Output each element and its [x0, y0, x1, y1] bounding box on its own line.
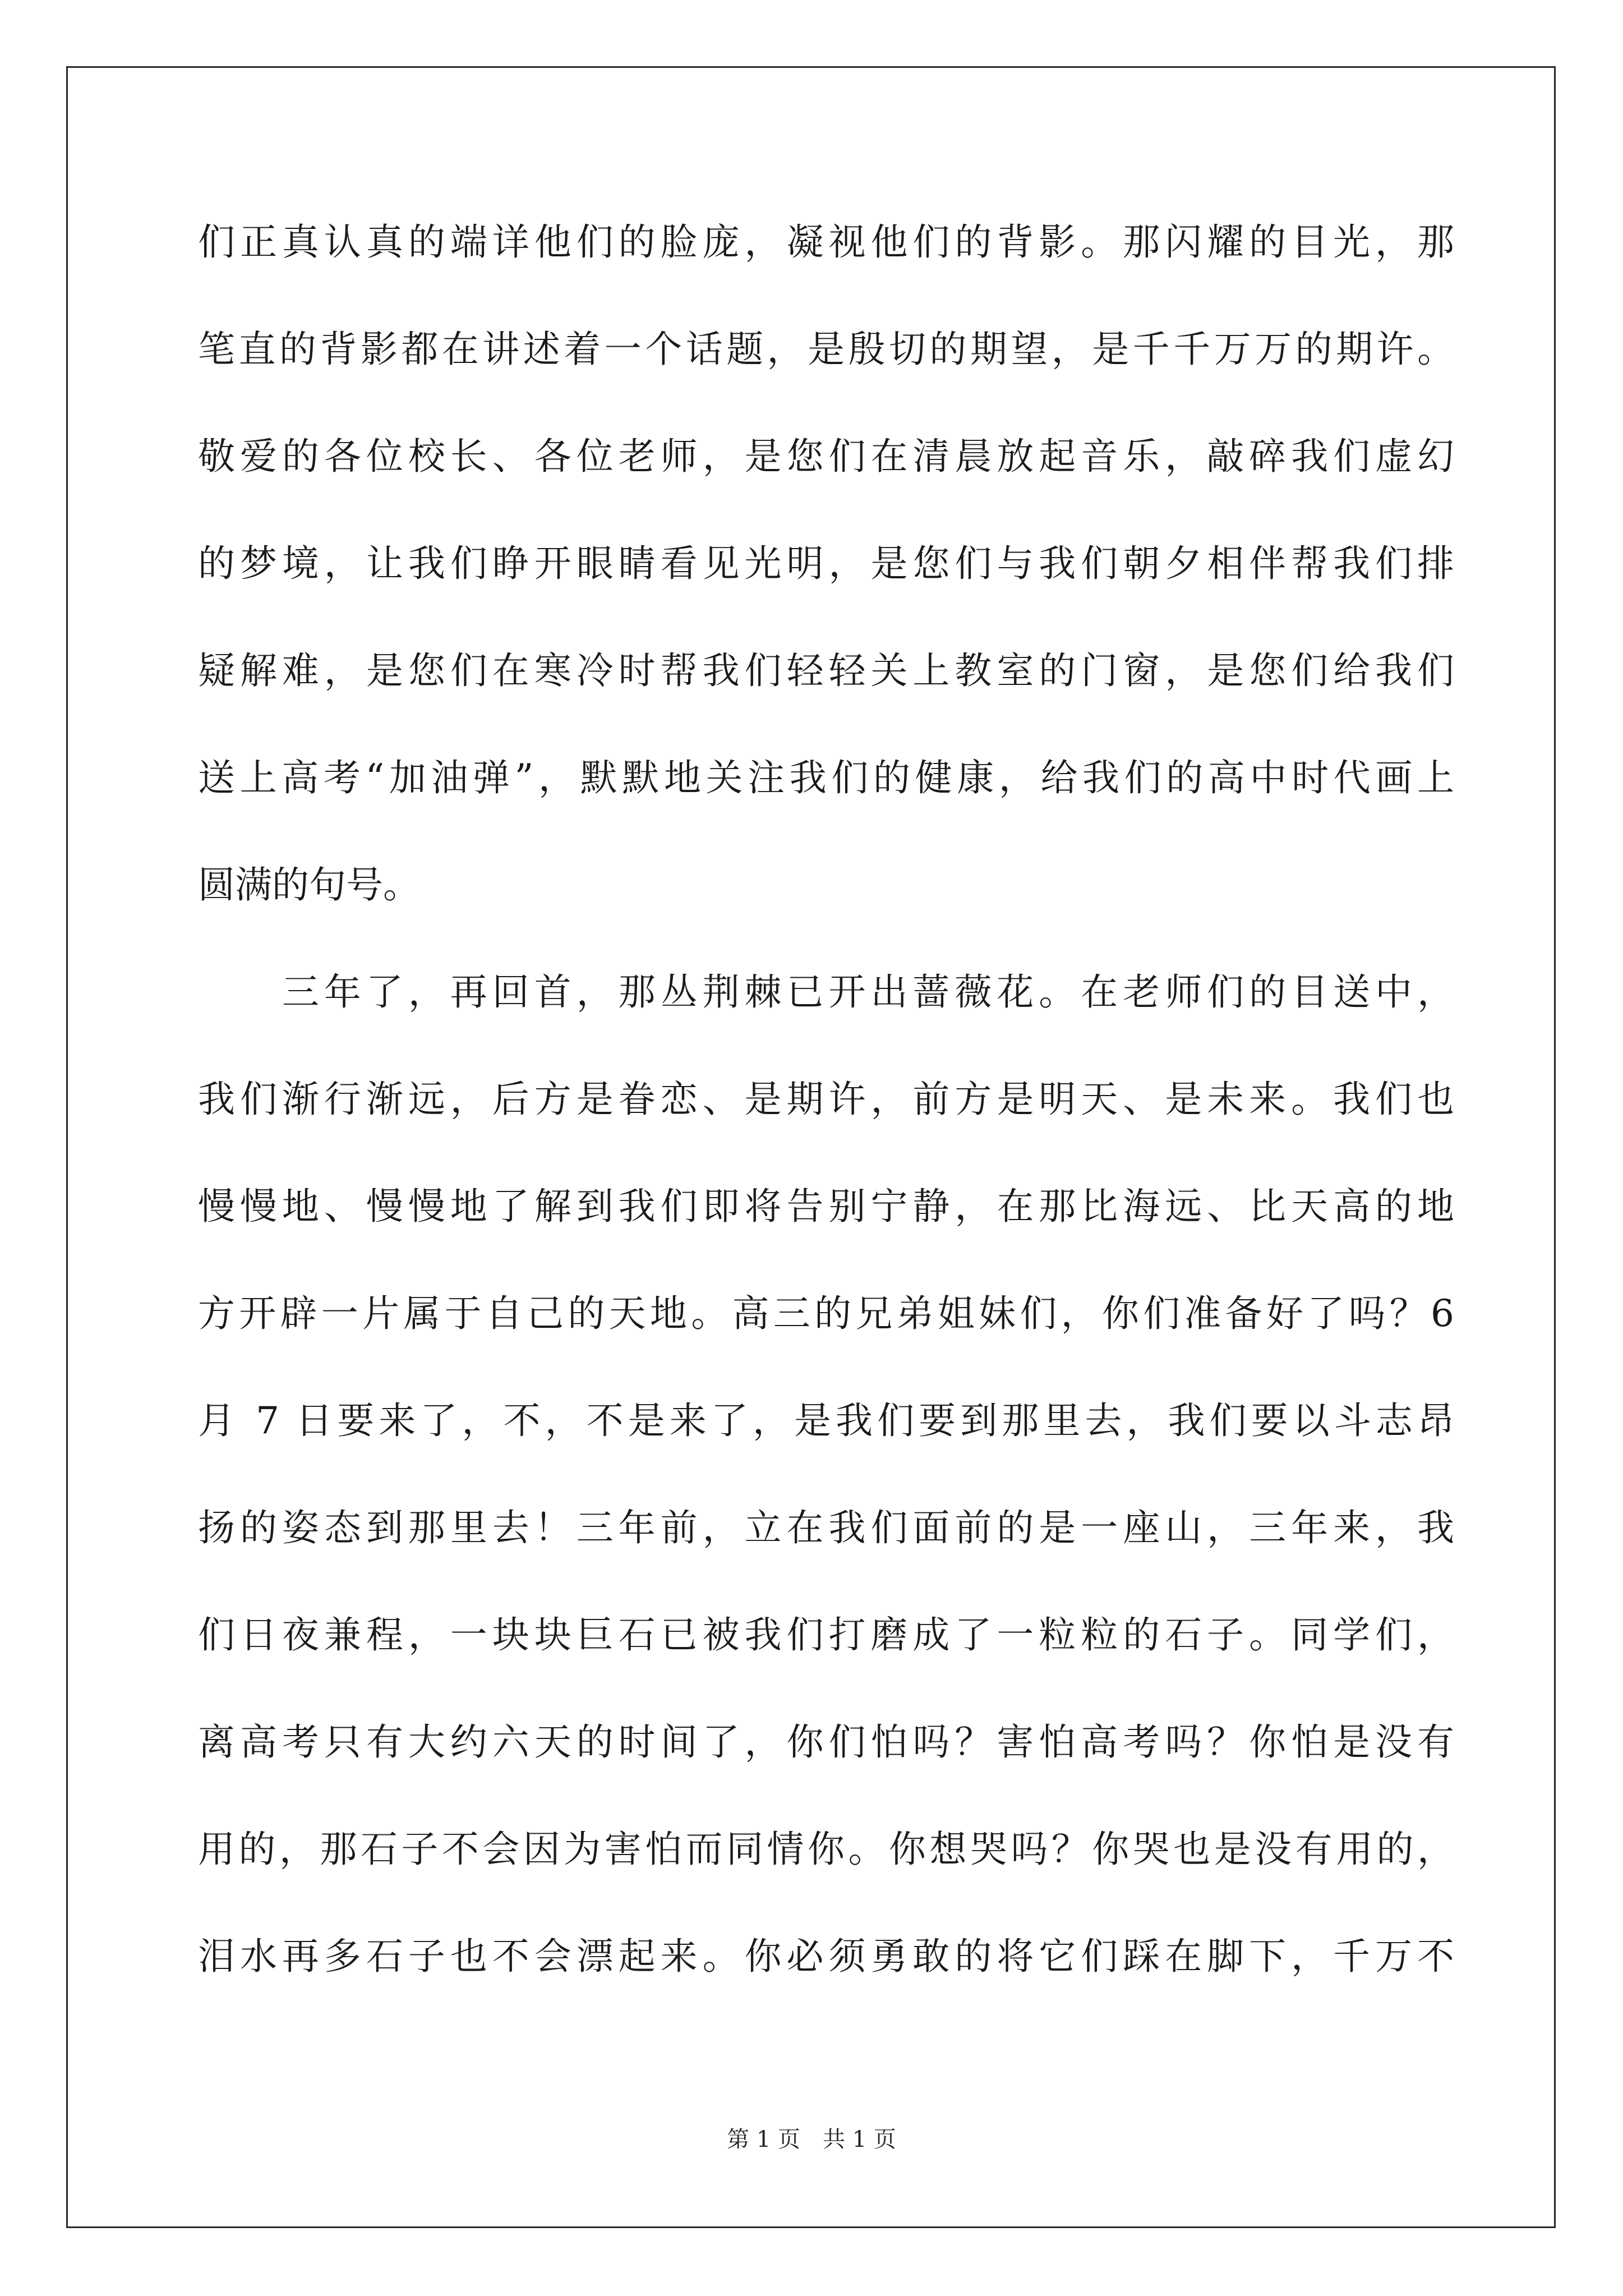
text-line: 笔直的背影都在讲述着一个话题，是殷切的期望，是千千万万的期许。: [198, 328, 1454, 371]
text-line: 用的，那石子不会因为害怕而同情你。你想哭吗？你哭也是没有用的，: [198, 1828, 1454, 1871]
page-footer: 第 1 页 共 1 页: [727, 2127, 896, 2152]
text-line: 敬爱的各位校长、各位老师，是您们在清晨放起音乐，敲碎我们虚幻: [198, 435, 1454, 478]
text-line: 扬的姿态到那里去！三年前，立在我们面前的是一座山，三年来，我: [198, 1506, 1454, 1549]
text-line: 月 7 日要来了，不，不是来了，是我们要到那里去，我们要以斗志昂: [198, 1399, 1454, 1442]
text-line: 三年了，再回首，那丛荆棘已开出蔷薇花。在老师们的目送中，: [198, 970, 1454, 1014]
text-line: 泪水再多石子也不会漂起来。你必须勇敢的将它们踩在脚下，千万不: [198, 1935, 1454, 1978]
text-line: 送上高考“加油弹”，默默地关注我们的健康，给我们的高中时代画上: [198, 756, 1454, 799]
text-line: 方开辟一片属于自己的天地。高三的兄弟姐妹们，你们准备好了吗？6: [198, 1292, 1454, 1335]
text-line: 圆满的句号。: [198, 863, 420, 907]
text-line: 们正真认真的端详他们的脸庞，凝视他们的背影。那闪耀的目光，那: [198, 220, 1454, 264]
document-body: [198, 214, 1454, 2036]
text-line: 我们渐行渐远，后方是眷恋、是期许，前方是明天、是未来。我们也: [198, 1078, 1454, 1121]
text-line: 离高考只有大约六天的时间了，你们怕吗？害怕高考吗？你怕是没有: [198, 1720, 1454, 1764]
text-line: 们日夜兼程，一块块巨石已被我们打磨成了一粒粒的石子。同学们，: [198, 1613, 1454, 1657]
text-line: 的梦境，让我们睁开眼睛看见光明，是您们与我们朝夕相伴帮我们排: [198, 542, 1454, 585]
text-line: 慢慢地、慢慢地了解到我们即将告别宁静，在那比海远、比天高的地: [198, 1185, 1454, 1228]
text-line: 疑解难，是您们在寒冷时帮我们轻轻关上教室的门窗，是您们给我们: [198, 649, 1454, 692]
